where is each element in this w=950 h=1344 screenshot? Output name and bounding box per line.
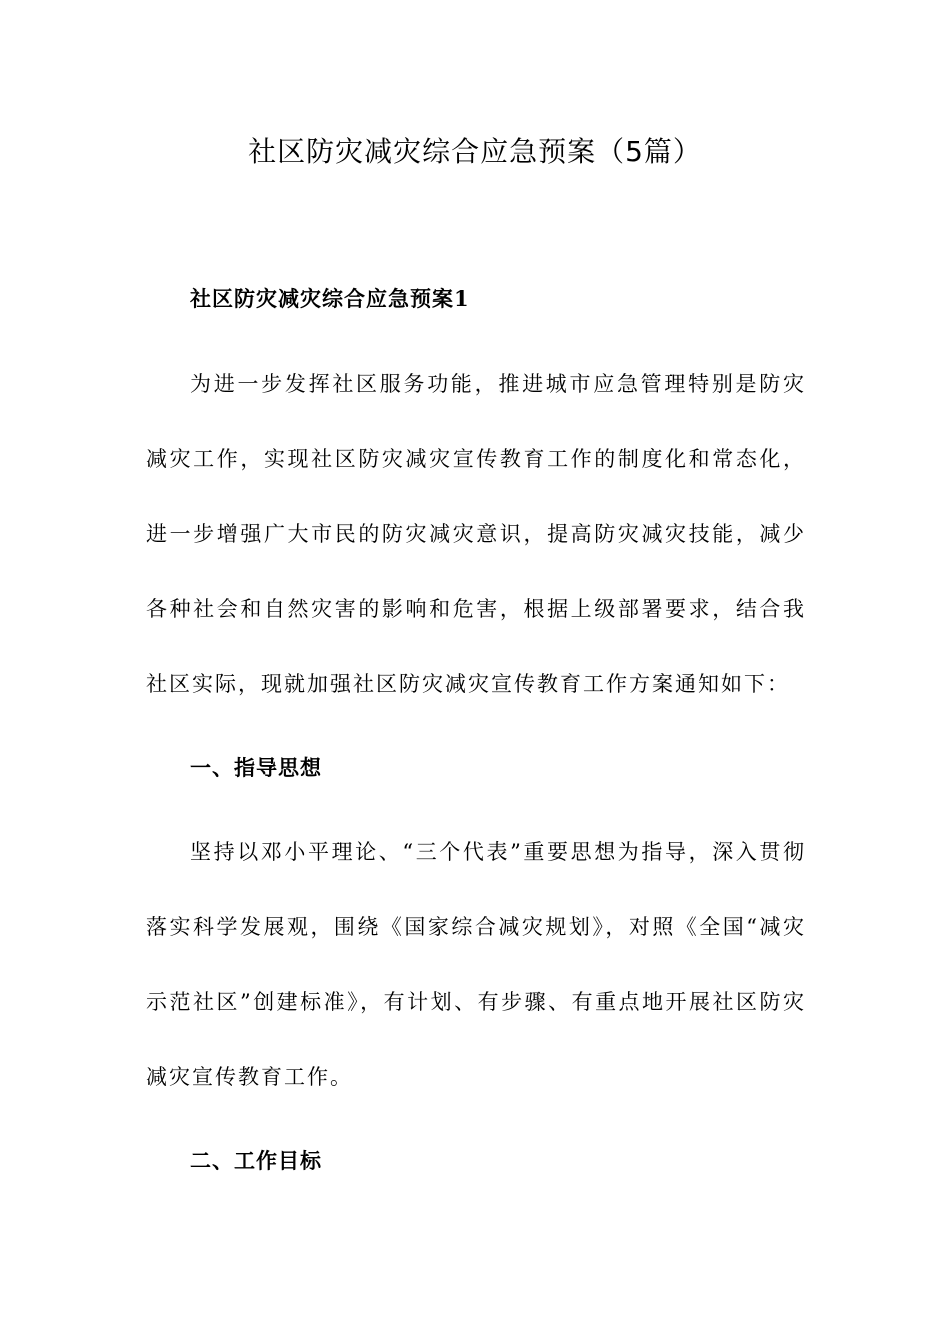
- plan-subtitle: 社区防灾减灾综合应急预案1: [190, 286, 470, 311]
- intro-paragraph: 为进一步发挥社区服务功能，推进城市应急管理特别是防灾减灾工作，实现社区防灾减灾宣传教育工作的制度化和常态化，进一步增强广大市民的防灾减灾意识，提高防灾减灾技能，减少各种社会和自然灾害的影响和危害，根据上级部署要求，结合我社区实际，现就加强社区防灾减灾宣传教育工作方案通知如下：: [146, 372, 806, 696]
- section-heading-work-goals: 二、工作目标: [190, 1148, 322, 1173]
- document-title: 社区防灾减灾综合应急预案（5篇）: [248, 135, 702, 168]
- guiding-ideology-paragraph: 坚持以邓小平理论、“三个代表”重要思想为指导，深入贯彻落实科学发展观，围绕《国家综合减灾规划》，对照《全国“减灾示范社区”创建标准》，有计划、有步骤、有重点地开展社区防灾减灾宣传教育工作。: [146, 840, 806, 1089]
- section-heading-guiding-ideology: 一、指导思想: [190, 755, 322, 780]
